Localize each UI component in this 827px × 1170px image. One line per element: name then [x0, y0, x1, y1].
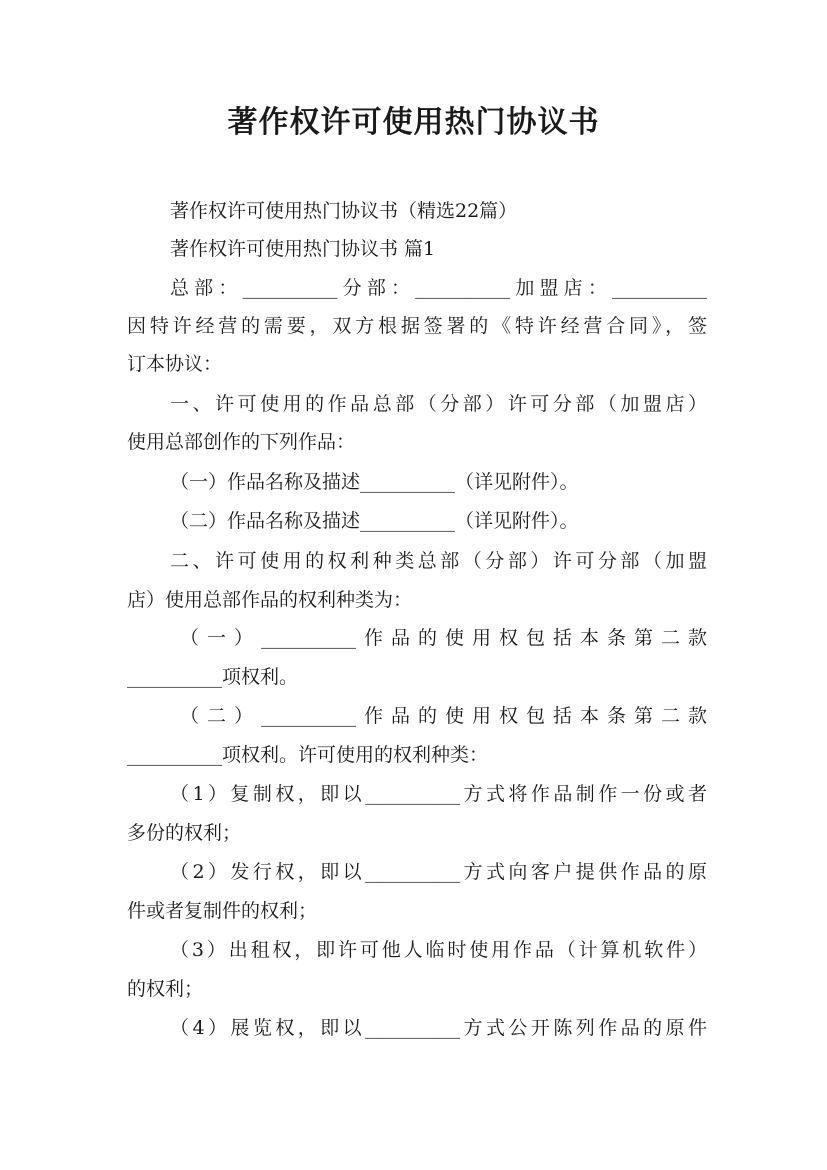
paragraph-line: __________项权利。许可使用的权利种类：: [127, 744, 489, 766]
section-heading: 著作权许可使用热门协议书 篇1: [170, 238, 436, 260]
paragraph-line: 的权利；: [127, 978, 204, 1000]
subtitle-line: 著作权许可使用热门协议书（精选22篇）: [170, 200, 518, 222]
parties-line: 总部：__________分部：__________加盟店：__________: [170, 277, 707, 299]
clause-heading: 二、许可使用的权利种类总部（分部）许可分部（加盟: [170, 550, 707, 572]
paragraph-line: 店）使用总部作品的权利种类为：: [127, 589, 413, 611]
list-item: （3）出租权，即许可他人临时使用作品（计算机软件）: [170, 939, 707, 961]
list-item: （二）作品名称及描述__________（详见附件）。: [170, 510, 579, 532]
paragraph-line: __________项权利。: [127, 666, 299, 688]
list-item: （2）发行权，即以__________方式向客户提供作品的原: [170, 861, 707, 883]
document-title: 著作权许可使用热门协议书: [227, 105, 600, 140]
paragraph-line: 多份的权利；: [127, 822, 242, 844]
paragraph-line: 使用总部创作的下列作品：: [127, 431, 356, 453]
list-item: （一）__________作品的使用权包括本条第二款: [180, 627, 707, 649]
list-item: （二）__________作品的使用权包括本条第二款: [180, 705, 707, 727]
paragraph-line: 因特许经营的需要，双方根据签署的《特许经营合同》，签: [127, 315, 707, 337]
list-item: （4）展览权，即以__________方式公开陈列作品的原件: [170, 1017, 707, 1039]
paragraph-line: 件或者复制件的权利；: [127, 900, 318, 922]
paragraph-line: 订本协议：: [127, 353, 223, 375]
list-item: （1）复制权，即以__________方式将作品制作一份或者: [170, 783, 707, 805]
list-item: （一）作品名称及描述__________（详见附件）。: [170, 471, 579, 493]
clause-heading: 一、许可使用的作品总部（分部）许可分部（加盟店）: [170, 393, 707, 415]
